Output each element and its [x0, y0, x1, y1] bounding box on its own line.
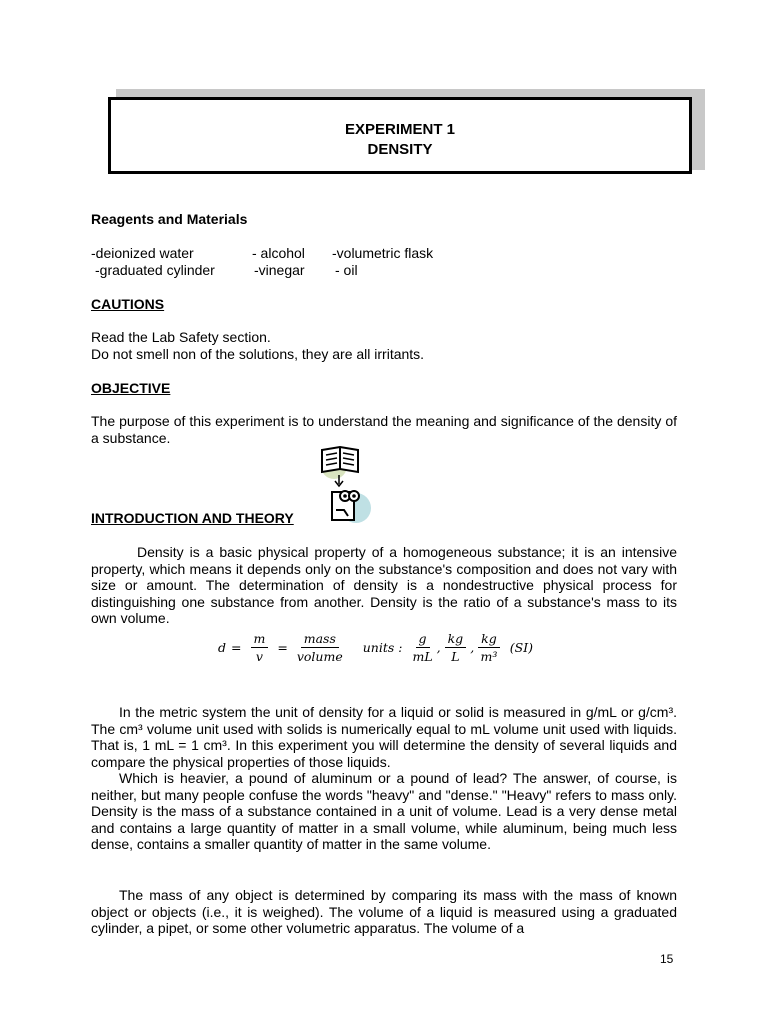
- formula-numerator: mass: [301, 631, 339, 648]
- intro-paragraph: In the metric system the unit of density for a liquid or solid is measured in g/mL or g/cm³. The cm³ volume unit used with solids is numerically equal to mL volume unit used with liquids. That is, 1 mL = 1 cm³. In this experiment you will determine the density of several liquids and compare the physical properties of those liquids.: [91, 704, 677, 770]
- cautions-line: Read the Lab Safety section.: [91, 329, 271, 345]
- experiment-title: DENSITY: [367, 140, 433, 158]
- material-item: -vinegar: [254, 261, 305, 278]
- experiment-number: EXPERIMENT 1: [344, 120, 456, 138]
- cautions-line: Do not smell non of the solutions, they are all irritants.: [91, 345, 425, 362]
- reagents-heading: Reagents and Materials: [91, 211, 248, 227]
- formula-numerator: kg: [445, 631, 467, 648]
- book-and-reader-icon: [318, 444, 374, 526]
- intro-heading: INTRODUCTION AND THEORY: [91, 510, 294, 526]
- material-item: -graduated cylinder: [95, 261, 215, 278]
- formula-denominator: m³: [480, 648, 498, 664]
- formula-fraction: [478, 631, 500, 664]
- book-reader-icon: [318, 444, 374, 526]
- formula-numerator: g: [416, 631, 430, 648]
- formula-si-label: (SI): [509, 639, 534, 655]
- formula-fraction: [412, 631, 432, 664]
- formula-denominator: mL: [412, 648, 433, 664]
- formula-fraction: [297, 631, 343, 664]
- formula-operator: =: [277, 639, 288, 655]
- material-item: -deionized water: [91, 245, 194, 261]
- intro-paragraph: The mass of any object is determined by comparing its mass with the mass of known object or objects (i.e., it is weighed). The volume of a liquid is measured using a graduated cylinder, a pipet, or some other volumetric apparatus. The volume of a: [91, 887, 677, 936]
- formula-separator: ,: [470, 639, 475, 655]
- material-item: -volumetric flask: [332, 245, 434, 261]
- formula-numerator: kg: [478, 631, 500, 648]
- formula-separator: ,: [436, 639, 441, 655]
- density-formula: [218, 625, 558, 669]
- objective-text: The purpose of this experiment is to understand the meaning and significance of the density of a substance.: [91, 413, 677, 446]
- formula-operator: =: [231, 639, 242, 655]
- formula-units-label: units :: [362, 639, 403, 655]
- formula-denominator: volume: [296, 648, 343, 664]
- title-box: [108, 97, 692, 174]
- intro-paragraph: Density is a basic physical property of a homogeneous substance; it is an intensive property, which means it depends only on the substance's composition and does not vary with size or amount. The determination of density is a nondestructive physical process for distinguishing one substance from another. Density is the ratio of a substance's mass to its own volume.: [91, 544, 677, 626]
- material-item: - oil: [335, 261, 358, 278]
- cautions-heading: CAUTIONS: [91, 296, 165, 312]
- intro-paragraph: Which is heavier, a pound of aluminum or a pound of lead? The answer, of course, is neither, but many people confuse the words "heavy" and "dense." "Heavy" refers to mass only. Density is the mass of a substance contained in a unit of volume. Lead is a very dense metal and contains a large quantity of matter in a small volume, while aluminum, being much less dense, contains a smaller quantity of matter in the same volume.: [91, 770, 677, 852]
- formula-numerator: m: [251, 631, 269, 648]
- materials-list: [0, 245, 768, 281]
- formula-symbol: d: [218, 639, 227, 655]
- page-number: 15: [660, 952, 674, 966]
- material-item: - alcohol: [252, 245, 305, 261]
- formula-fraction: [445, 631, 467, 664]
- objective-heading: OBJECTIVE: [91, 380, 171, 396]
- formula-denominator: L: [451, 648, 460, 664]
- formula-fraction: [251, 631, 269, 664]
- formula-denominator: v: [255, 648, 263, 664]
